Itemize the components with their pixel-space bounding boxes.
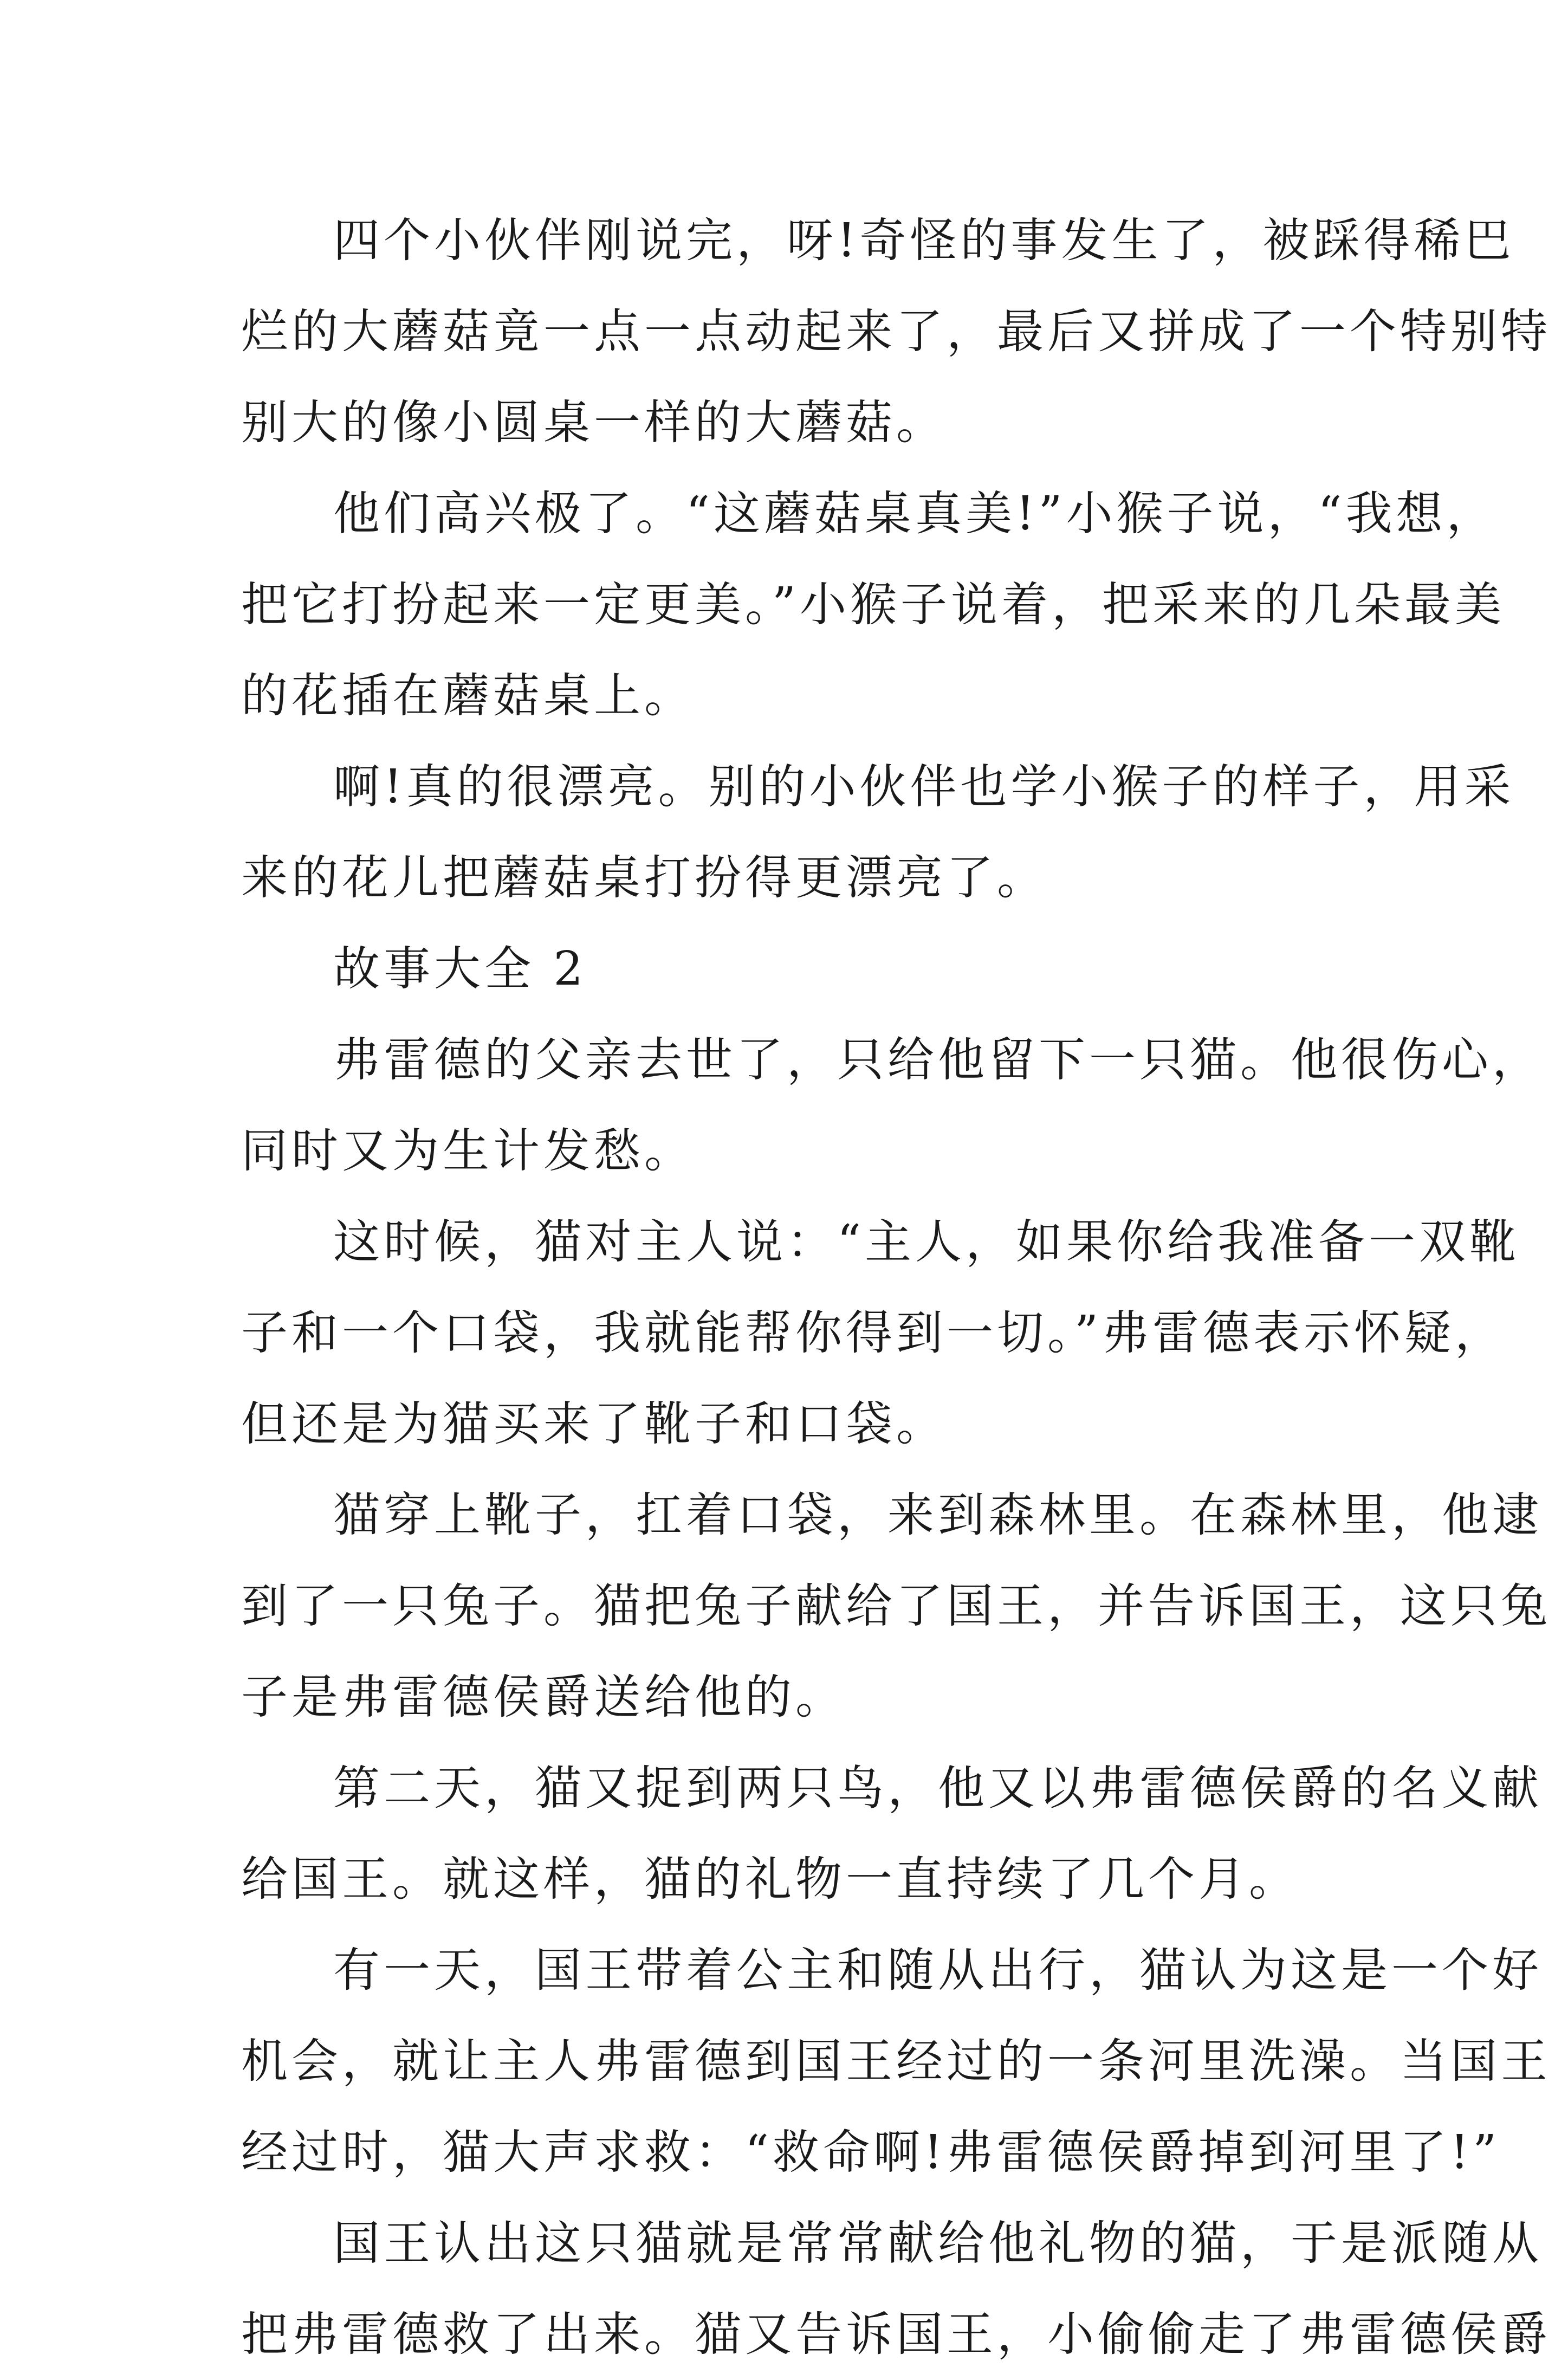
text-line: 第二天，猫又捉到两只鸟，他又以弗雷德侯爵的名义献: [333, 1761, 1543, 1815]
text-line: 给国王。就这样，猫的礼物一直持续了几个月。: [241, 1852, 1299, 1906]
document-body: [241, 195, 1551, 2380]
text-line: 弗雷德的父亲去世了，只给他留下一只猫。他很伤心，: [333, 1033, 1543, 1087]
text-line: 有一天，国王带着公主和随从出行，猫认为这是一个好: [333, 1943, 1543, 1997]
text-line: 国王认出这只猫就是常常献给他礼物的猫，于是派随从: [333, 2216, 1543, 2271]
section-heading: 故事大全 2: [333, 942, 587, 996]
text-line: 把它打扮起来一定更美。”小猴子说着，把采来的几朵最美: [241, 578, 1505, 632]
text-line: 这时候，猫对主人说：“主人，如果你给我准备一双靴: [333, 1215, 1520, 1269]
text-line: 来的花儿把蘑菇桌打扮得更漂亮了。: [241, 851, 1047, 905]
text-line: 四个小伙伴刚说完，呀!奇怪的事发生了，被踩得稀巴: [333, 214, 1515, 268]
text-line: 的花插在蘑菇桌上。: [241, 669, 695, 723]
text-line: 同时又为生计发愁。: [241, 1124, 695, 1178]
text-line: 机会，就让主人弗雷德到国王经过的一条河里洗澡。当国王: [241, 2034, 1551, 2088]
text-line: 把弗雷德救了出来。猫又告诉国王，小偷偷走了弗雷德侯爵: [241, 2307, 1551, 2362]
text-line: 到了一只兔子。猫把兔子献给了国王，并告诉国王，这只兔: [241, 1579, 1551, 1633]
text-line: 但还是为猫买来了靴子和口袋。: [241, 1397, 947, 1451]
text-line: 经过时，猫大声求救：“救命啊!弗雷德侯爵掉到河里了!”: [241, 2125, 1501, 2179]
text-line: 子是弗雷德侯爵送给他的。: [241, 1670, 846, 1724]
text-line: 啊!真的很漂亮。别的小伙伴也学小猴子的样子，用采: [333, 760, 1515, 814]
text-line: 别大的像小圆桌一样的大蘑菇。: [241, 396, 947, 450]
text-line: 猫穿上靴子，扛着口袋，来到森林里。在森林里，他逮: [333, 1488, 1543, 1542]
text-line: 子和一个口袋，我就能帮你得到一切。”弗雷德表示怀疑，: [241, 1306, 1505, 1360]
text-line: 烂的大蘑菇竟一点一点动起来了，最后又拼成了一个特别特: [241, 305, 1551, 359]
text-line: 他们高兴极了。“这蘑菇桌真美!”小猴子说，“我想，: [333, 487, 1497, 541]
